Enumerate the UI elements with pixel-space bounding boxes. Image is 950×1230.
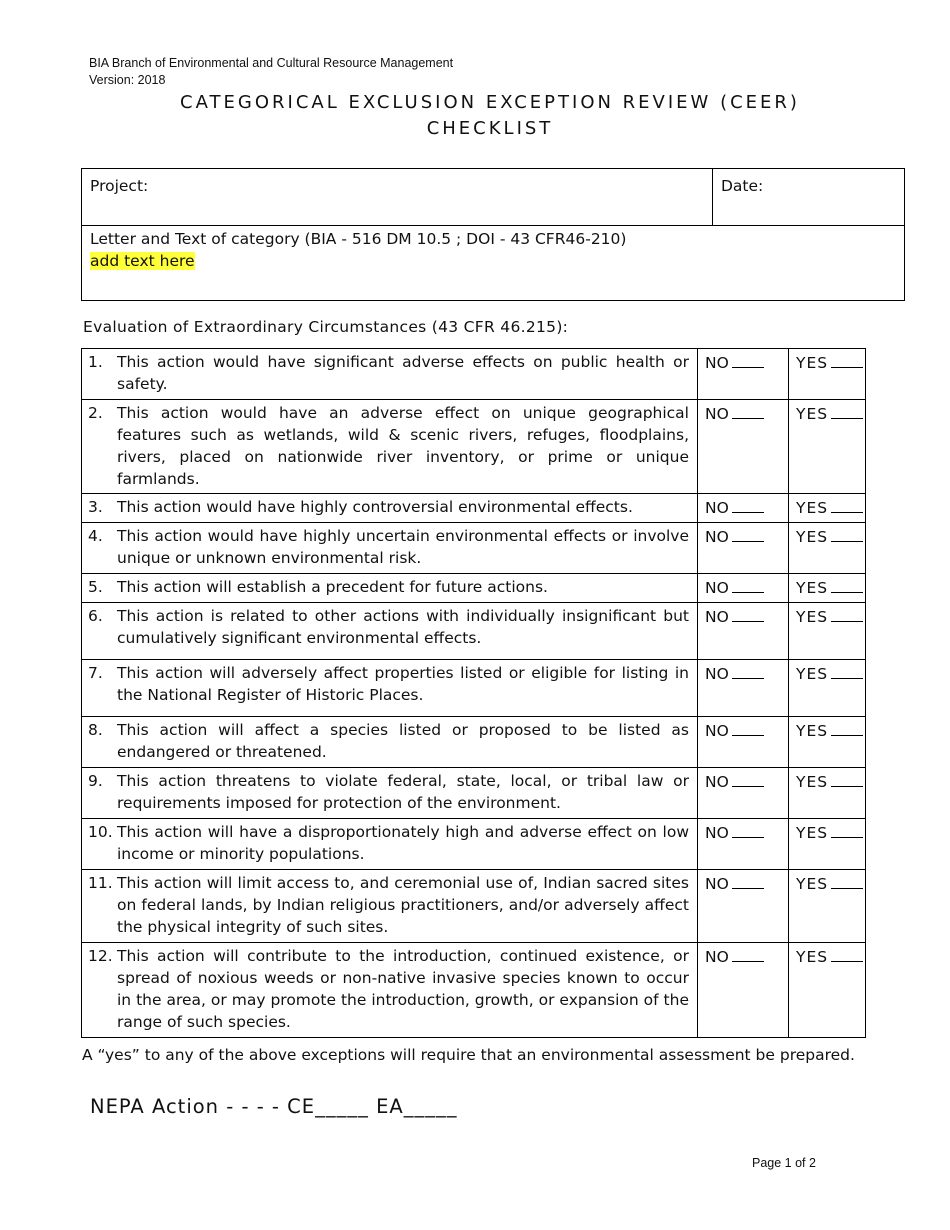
yes-blank[interactable] [831,770,863,787]
yes-note: A “yes” to any of the above exceptions will require that an environmental assessment be prepared. [82,1046,855,1064]
date-field[interactable] [713,169,904,225]
nepa-ce-field[interactable]: CE_____ [287,1095,369,1118]
yes-blank[interactable] [831,496,863,513]
question-number: 5. [88,578,103,596]
question-cell [82,870,698,943]
category-placeholder[interactable]: add text here [90,252,195,270]
category-label: Letter and Text of category (BIA - 516 DM 10.5 ; DOI - 43 CFR46-210) [90,230,627,248]
no-blank[interactable] [732,770,764,787]
no-blank[interactable] [732,525,764,542]
question-number: 9. [88,772,103,790]
yes-blank[interactable] [831,351,863,368]
question-number: 12. [88,947,113,965]
yes-blank[interactable] [831,821,863,838]
question-cell [82,819,698,870]
question-cell [82,574,698,603]
question-cell [82,603,698,660]
question-text: This action threatens to violate federal, state, local, or tribal law or requirements imposed for protection of the environment. [117,772,689,812]
yes-label: YES [796,773,829,791]
no-blank[interactable] [732,662,764,679]
checklist-row [82,523,866,574]
no-label: NO [705,405,729,423]
checklist-row [82,660,866,717]
question-text: This action would have highly uncertain environmental effects or involve unique or unknown environmental risk. [117,527,689,567]
no-blank[interactable] [732,402,764,419]
project-field[interactable] [82,169,713,225]
org-name: BIA Branch of Environmental and Cultural Resource Management [89,56,454,70]
yes-blank[interactable] [831,402,863,419]
yes-blank[interactable] [831,525,863,542]
question-cell [82,349,698,400]
question-text: This action will establish a precedent for future actions. [117,578,548,596]
yes-label: YES [796,875,829,893]
question-cell [82,768,698,819]
yes-answer[interactable] [789,870,866,943]
no-answer[interactable] [698,603,789,660]
yes-blank[interactable] [831,719,863,736]
yes-label: YES [796,499,829,517]
document-header [89,55,453,89]
yes-label: YES [796,579,829,597]
yes-label: YES [796,354,829,372]
question-text: This action will adversely affect properties listed or eligible for listing in the National Register of Historic Places. [117,664,689,704]
question-text: This action will have a disproportionately high and adverse effect on low income or minority populations. [117,823,689,863]
no-blank[interactable] [732,872,764,889]
no-answer[interactable] [698,943,789,1038]
checklist-row [82,494,866,523]
no-label: NO [705,948,729,966]
question-cell [82,494,698,523]
yes-answer[interactable] [789,574,866,603]
no-label: NO [705,773,729,791]
no-label: NO [705,608,729,626]
yes-blank[interactable] [831,605,863,622]
checklist-row [82,717,866,768]
question-cell [82,400,698,494]
no-answer[interactable] [698,349,789,400]
yes-blank[interactable] [831,576,863,593]
question-text: This action would have significant adverse effects on public health or safety. [117,353,689,393]
title-line-2: CHECKLIST [426,118,554,139]
checklist-row [82,574,866,603]
no-answer[interactable] [698,870,789,943]
checklist-table [81,348,866,1038]
yes-answer[interactable] [789,400,866,494]
yes-label: YES [796,824,829,842]
yes-blank[interactable] [831,662,863,679]
question-number: 7. [88,664,103,682]
checklist-row [82,603,866,660]
no-blank[interactable] [732,945,764,962]
yes-label: YES [796,665,829,683]
question-cell [82,943,698,1038]
project-info-box [81,168,905,301]
no-label: NO [705,354,729,372]
page-title [0,90,950,142]
question-number: 3. [88,498,103,516]
no-blank[interactable] [732,351,764,368]
checklist-row [82,819,866,870]
question-text: This action will contribute to the introduction, continued existence, or spread of noxious weeds or non-native invasive species known to occur in the area, or may promote the introduction, growth, or expansion of the range of such species. [117,947,689,1031]
yes-answer[interactable] [789,349,866,400]
question-cell [82,523,698,574]
yes-answer[interactable] [789,819,866,870]
question-text: This action would have an adverse effect on unique geographical features such as wetlands, wild & scenic rivers, refuges, floodplains, rivers, placed on nationwide river inventory, or prime or unique farmlands. [117,404,689,488]
yes-label: YES [796,405,829,423]
question-number: 8. [88,721,103,739]
question-cell [82,717,698,768]
checklist-row [82,943,866,1038]
no-blank[interactable] [732,576,764,593]
no-blank[interactable] [732,605,764,622]
no-label: NO [705,722,729,740]
no-label: NO [705,665,729,683]
checklist-row [82,349,866,400]
yes-label: YES [796,528,829,546]
no-blank[interactable] [732,719,764,736]
no-label: NO [705,824,729,842]
question-cell [82,660,698,717]
question-number: 6. [88,607,103,625]
no-label: NO [705,875,729,893]
no-answer[interactable] [698,819,789,870]
question-number: 1. [88,353,103,371]
nepa-label: NEPA Action - - - - [90,1095,280,1118]
checklist-row [82,768,866,819]
category-field[interactable] [82,226,904,300]
no-answer[interactable] [698,717,789,768]
no-label: NO [705,579,729,597]
yes-answer[interactable] [789,494,866,523]
no-answer[interactable] [698,768,789,819]
yes-blank[interactable] [831,945,863,962]
yes-answer[interactable] [789,943,866,1038]
checklist-row [82,400,866,494]
question-text: This action will limit access to, and ceremonial use of, Indian sacred sites on federal lands, by Indian religious practitioners, and/or adversely affect the physical integrity of such sites. [117,874,689,936]
yes-blank[interactable] [831,872,863,889]
project-label: Project: [90,177,149,195]
checklist-row [82,870,866,943]
yes-answer[interactable] [789,603,866,660]
page-number: Page 1 of 2 [752,1156,816,1170]
yes-label: YES [796,722,829,740]
version-label: Version: 2018 [89,73,166,87]
yes-answer[interactable] [789,717,866,768]
no-blank[interactable] [732,496,764,513]
question-number: 10. [88,823,113,841]
question-number: 11. [88,874,113,892]
no-answer[interactable] [698,400,789,494]
no-answer[interactable] [698,660,789,717]
evaluation-heading: Evaluation of Extraordinary Circumstances (43 CFR 46.215): [83,318,569,336]
question-number: 4. [88,527,103,545]
question-number: 2. [88,404,103,422]
yes-answer[interactable] [789,768,866,819]
nepa-action [90,1095,457,1118]
question-text: This action would have highly controversial environmental effects. [117,498,633,516]
yes-label: YES [796,948,829,966]
date-label: Date: [721,177,764,195]
no-answer[interactable] [698,494,789,523]
title-line-1: CATEGORICAL EXCLUSION EXCEPTION REVIEW (CEER) [180,92,800,113]
yes-label: YES [796,608,829,626]
yes-answer[interactable] [789,523,866,574]
question-text: This action will affect a species listed or proposed to be listed as endangered or threatened. [117,721,689,761]
no-label: NO [705,499,729,517]
question-text: This action is related to other actions with individually insignificant but cumulatively significant environmental effects. [117,607,689,647]
no-answer[interactable] [698,523,789,574]
no-label: NO [705,528,729,546]
no-answer[interactable] [698,574,789,603]
no-blank[interactable] [732,821,764,838]
yes-answer[interactable] [789,660,866,717]
nepa-ea-field[interactable]: EA_____ [376,1095,458,1118]
